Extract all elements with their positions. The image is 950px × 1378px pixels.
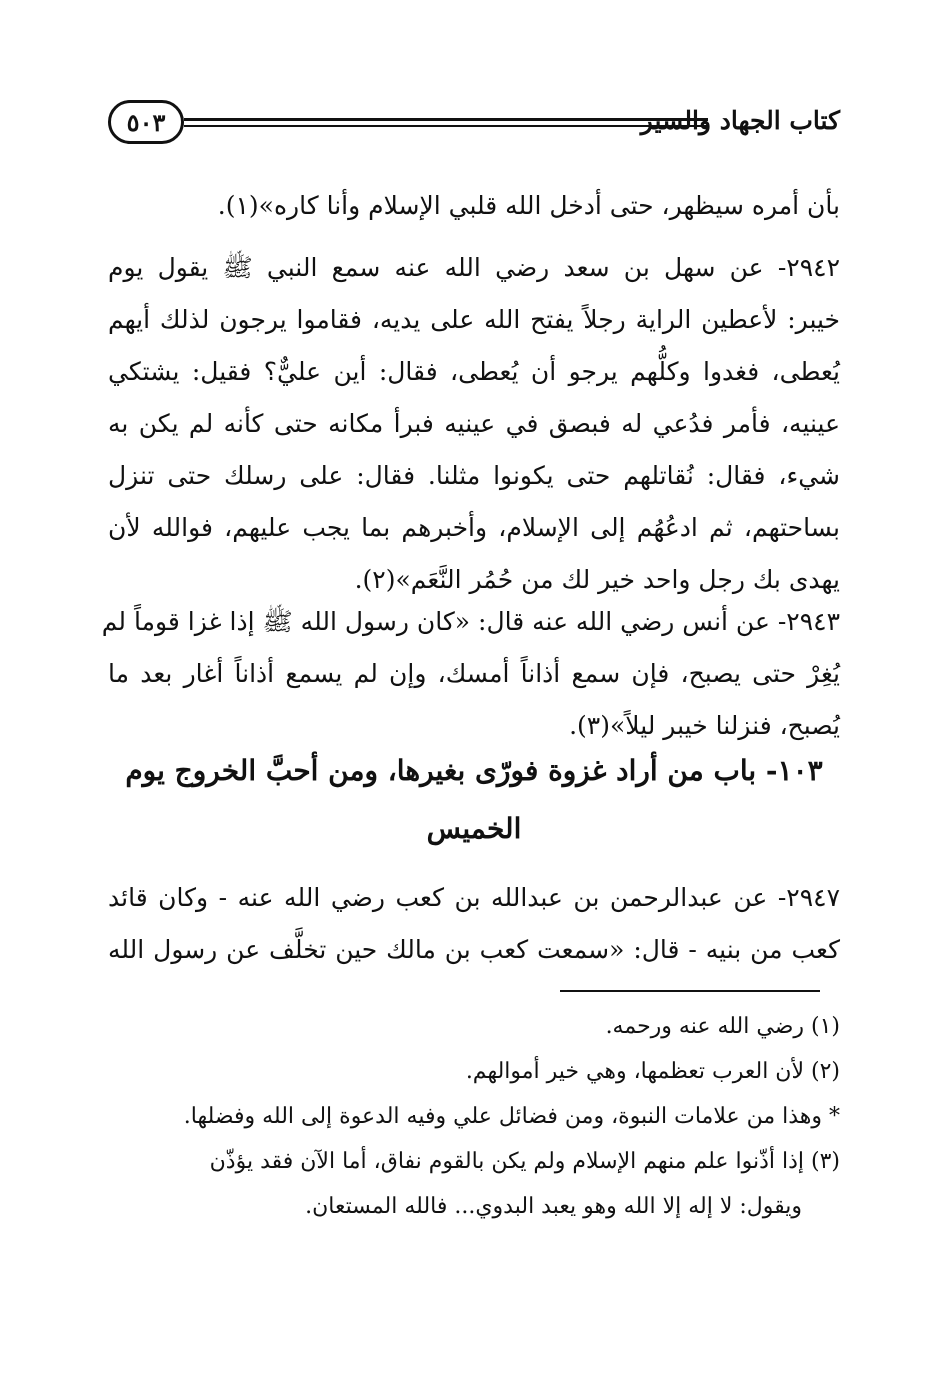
page-header: [108, 98, 840, 154]
footnote-separator: [560, 990, 820, 992]
footnote: ويقول: لا إله إلا الله وهو يعبد البدوي... فالله المستعان.: [305, 1194, 802, 1219]
text-line: ٢٩٤٢- عن سهل بن سعد رضي الله عنه سمع النبي ﷺ يقول يوم: [108, 253, 840, 282]
text-line: ٢٩٤٣- عن أنس رضي الله عنه قال: «كان رسول الله ﷺ إذا غزا قوماً لم: [101, 607, 840, 636]
page-number: ٥٠٣: [126, 107, 166, 137]
footnotes: [108, 1004, 840, 1229]
book-title: كتاب الجهاد والسير: [640, 106, 840, 135]
chapter-heading-line: الخميس: [426, 812, 522, 845]
footnote: (٣) إذا أذّنوا علم منهم الإسلام ولم يكن بالقوم نفاق، أما الآن فقد يؤذّن: [209, 1149, 840, 1174]
text-line: شيء، فقال: نُقاتلهم حتى يكونوا مثلنا. فقال: على رسلك حتى تنزل: [108, 461, 840, 490]
text-line: ٢٩٤٧- عن عبدالرحمن بن عبدالله بن كعب رضي الله عنه - وكان قائد: [108, 883, 840, 912]
chapter-heading-line: ١٠٣- باب من أراد غزوة فورّى بغيرها، ومن أحبَّ الخروج يوم: [125, 754, 823, 787]
text-line: يهدى بك رجل واحد خير لك من حُمُر النَّعَم»(٢).: [354, 565, 840, 594]
text-line: يُصبح، فنزلنا خيبر ليلاً»(٣).: [569, 711, 840, 740]
text-line: بساحتهم، ثم ادعُهُم إلى الإسلام، وأخبرهم بما يجب عليهم، فوالله لأن: [108, 513, 840, 542]
text-line: خيبر: لأعطين الراية رجلاً يفتح الله على يديه، فقاموا يرجون لذلك أيهم: [108, 305, 840, 334]
header-double-rule: [184, 118, 708, 127]
footnote: * وهذا من علامات النبوة، ومن فضائل علي وفيه الدعوة إلى الله وفضلها.: [183, 1104, 840, 1129]
hadith-2942: [108, 242, 840, 606]
text-line: يُعطى، فغدوا وكلُّهم يرجو أن يُعطى، فقال: أين عليٌّ؟ فقيل: يشتكي: [108, 357, 840, 386]
text-line: كعب من بنيه - قال: «سمعت كعب بن مالك حين تخلَّف عن رسول الله: [108, 935, 840, 964]
page-number-badge: [108, 100, 184, 144]
paragraph-continuation: [108, 180, 840, 232]
hadith-2947: [108, 872, 840, 976]
text-line: يُغِرْ حتى يصبح، فإن سمع أذاناً أمسك، وإن لم يسمع أذاناً أغار بعد ما: [108, 659, 840, 688]
chapter-heading: [108, 742, 840, 858]
footnote: (١) رضي الله عنه ورحمه.: [605, 1014, 840, 1039]
footnote: (٢) لأن العرب تعظمها، وهي خير أموالهم.: [465, 1059, 840, 1084]
text-line: بأن أمره سيظهر، حتى أدخل الله قلبي الإسلام وأنا كاره»(١).: [217, 191, 840, 220]
text-line: عينيه، فأمر فدُعي له فبصق في عينيه فبرأ مكانه حتى كأنه لم يكن به: [108, 409, 840, 438]
hadith-2943: [101, 596, 840, 752]
